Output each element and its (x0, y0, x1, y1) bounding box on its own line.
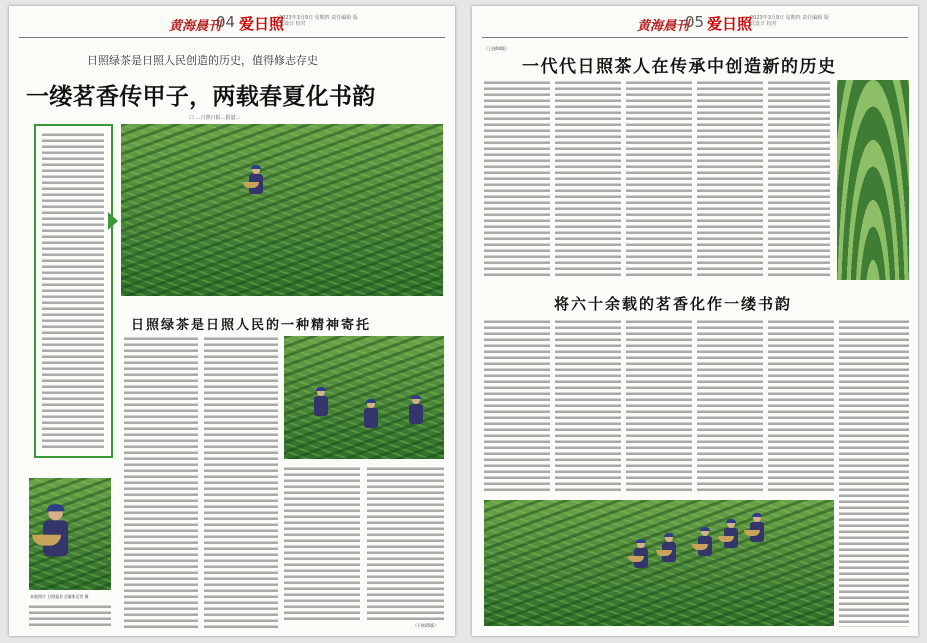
body-column-9 (697, 319, 763, 494)
tea-field-workers-photo (284, 336, 444, 459)
tea-farmer-portrait-photo (29, 478, 111, 590)
section-subhead: 将六十余载的茗香化作一缕书韵 (554, 295, 793, 313)
kicker: 日照绿茶是日照人民创造的历史，值得修志存史 (87, 54, 318, 67)
section-title: 爱日照 (239, 15, 285, 33)
continued-note: （下转05版） (413, 623, 439, 628)
body-column-0 (29, 604, 111, 628)
body-column-11 (839, 319, 909, 627)
continued-tag: （上接04版） (484, 46, 510, 51)
page-number: 05 (685, 13, 705, 31)
body-column-4 (697, 80, 763, 278)
newspaper-page-04 (9, 6, 455, 636)
body-column-1 (484, 80, 550, 278)
body-column-3 (626, 80, 692, 278)
header-meta: 2023年3月9日 星期四 责任编辑 版式设计 校对 (750, 15, 829, 27)
tea-picker-photo (121, 124, 443, 296)
editor-note-box (34, 124, 113, 458)
body-column-6 (484, 319, 550, 494)
body-column-7 (555, 319, 621, 494)
note-arrow (108, 212, 118, 230)
main-headline: 一代代日照茶人在传承中创造新的历史 (522, 57, 837, 77)
body-column-8 (626, 319, 692, 494)
body-column-5 (768, 80, 830, 278)
section-title: 爱日照 (707, 15, 753, 33)
body-column-1 (124, 336, 198, 628)
photo-caption: 本地图片 日照报业全媒体记者 摄 (30, 594, 89, 599)
header-meta: 2023年3月9日 星期四 责任编辑 版式设计 校对 (279, 15, 358, 27)
body-column-4 (367, 466, 444, 622)
editor-note-text (42, 132, 104, 450)
section-subhead: 日照绿茶是日照人民的一种精神寄托 (131, 318, 372, 333)
page-header (482, 13, 908, 38)
byline: 口 …日照日报…报道… (189, 115, 241, 121)
terraced-tea-hills-photo (837, 80, 909, 280)
body-column-2 (204, 336, 278, 628)
newspaper-name: 黄海晨刊 (169, 19, 222, 34)
body-column-3 (284, 466, 360, 622)
tea-pickers-group-photo (484, 500, 834, 626)
page-number: 04 (216, 13, 236, 31)
newspaper-page-05 (472, 6, 918, 636)
newspaper-name: 黄海晨刊 (637, 19, 690, 34)
body-column-2 (555, 80, 621, 278)
body-column-10 (768, 319, 834, 494)
main-headline: 一缕茗香传甲子，两载春夏化书韵 (26, 84, 376, 110)
page-header (19, 13, 445, 38)
